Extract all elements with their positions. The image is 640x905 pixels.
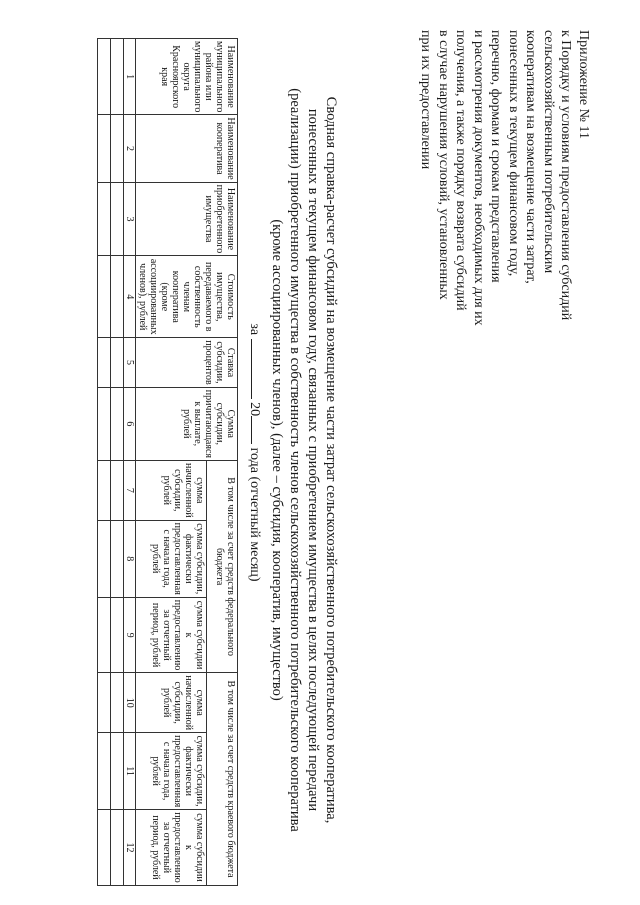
column-number: 10 <box>124 673 136 733</box>
header-property-name: Наименование приобретенного имущества <box>136 182 238 256</box>
appendix-line: в случае нарушения условий, установленных <box>436 30 451 300</box>
column-number-row <box>124 39 136 886</box>
table-cell <box>111 460 124 520</box>
table-cell <box>98 460 111 520</box>
header-regional-accrued: сумма начисленной субсидии, рублей <box>136 673 207 733</box>
table-cell <box>98 597 111 673</box>
table-cell <box>98 673 111 733</box>
table-row <box>111 39 124 886</box>
table-cell <box>98 256 111 338</box>
table-cell <box>111 387 124 460</box>
column-number: 11 <box>124 733 136 810</box>
header-federal-to-pay: сумма субсидии к предоставлению за отчетный период, рублей <box>136 597 207 673</box>
period-prefix: за <box>247 323 262 336</box>
header-subsidy-due: Сумма субсидии, причитающаяся к выплате, рублей <box>136 387 238 460</box>
appendix-line: получения, а также порядку возврата субсидий <box>453 30 469 311</box>
header-cooperative: Наименование кооператива <box>136 115 238 182</box>
title-line: (реализации) приобретенного имущества в собственность членов сельскохозяйственного потребительского кооператива <box>287 88 303 832</box>
header-property-cost: Стоимость имущества, передаваемого в собственность членам кооператива (кроме ассоциированных членов), рублей <box>136 256 238 338</box>
table-cell <box>98 520 111 597</box>
table-cell <box>98 338 111 387</box>
appendix-line: к Порядку и условиям предоставления субсидий <box>558 30 574 321</box>
table-cell <box>111 182 124 256</box>
appendix-line: Приложение № 11 <box>576 30 591 139</box>
table-cell <box>98 387 111 460</box>
column-number: 4 <box>124 256 136 338</box>
table-cell <box>111 115 124 182</box>
appendix-line: кооперативам на возмещение части затрат, <box>523 30 539 284</box>
document-title <box>268 50 340 870</box>
table-cell <box>111 39 124 115</box>
table-row <box>98 39 111 886</box>
period-blank-month <box>251 339 252 399</box>
table-cell <box>98 182 111 256</box>
table-cell <box>111 520 124 597</box>
table-cell <box>98 733 111 810</box>
header-federal-paid: сумма субсидии, фактически предоставленная с начала года, рублей <box>136 520 207 597</box>
appendix-line: при их предоставлении <box>418 30 434 170</box>
appendix-line: перечню, формам и срокам представления <box>488 30 504 283</box>
table-cell <box>111 338 124 387</box>
table-cell <box>98 39 111 115</box>
column-number: 12 <box>124 810 136 886</box>
title-line: Сводная справка-расчет субсидий на возмещение части затрат сельскохозяйственного потребительского кооператива, <box>323 96 339 824</box>
header-regional-to-pay: сумма субсидии к предоставлению за отчетный период, рублей <box>136 810 207 886</box>
header-group-regional: В том числе за счет средств краевого бюджета <box>207 673 238 885</box>
column-number: 9 <box>124 597 136 673</box>
column-number: 2 <box>124 115 136 182</box>
appendix-line: и рассмотрения документов, необходимых для их <box>471 30 486 326</box>
column-number: 8 <box>124 520 136 597</box>
header-municipality: Наименование муниципального района или муниципального округа Красноярского края <box>136 39 238 115</box>
column-number: 3 <box>124 182 136 256</box>
appendix-line: сельскохозяйственным потребительским <box>541 30 556 274</box>
period-year-prefix: 20 <box>247 402 262 417</box>
period-suffix: года (отчетный месяц) <box>247 447 262 582</box>
table-cell <box>111 256 124 338</box>
header-row-1 <box>207 39 238 886</box>
table-cell <box>111 673 124 733</box>
header-regional-paid: сумма субсидии, фактически предоставленная с начала года, рублей <box>136 733 207 810</box>
reporting-period-line <box>246 0 262 905</box>
table-cell <box>98 115 111 182</box>
title-line: (кроме ассоциированных членов), (далее – субсидия, кооператив, имущество) <box>269 219 285 701</box>
header-federal-accrued: сумма начисленной субсидии, рублей <box>136 460 207 520</box>
column-number: 1 <box>124 39 136 115</box>
header-subsidy-rate: Ставка субсидии, процентов <box>136 338 238 387</box>
table-cell <box>111 597 124 673</box>
table-cell <box>111 810 124 886</box>
column-number: 5 <box>124 338 136 387</box>
table-cell <box>98 810 111 886</box>
column-number: 7 <box>124 460 136 520</box>
subsidy-table <box>97 38 238 886</box>
period-blank-year <box>251 416 252 444</box>
title-line: понесенных в текущем финансовом году, связанных с приобретением имущества в целях последующей передачи <box>305 108 321 812</box>
table-cell <box>111 733 124 810</box>
column-number: 6 <box>124 387 136 460</box>
appendix-block <box>417 30 592 410</box>
header-group-federal: В том числе за счет средств федерального бюджета <box>207 460 238 672</box>
appendix-line: понесенных в текущем финансовом году, <box>506 30 521 277</box>
